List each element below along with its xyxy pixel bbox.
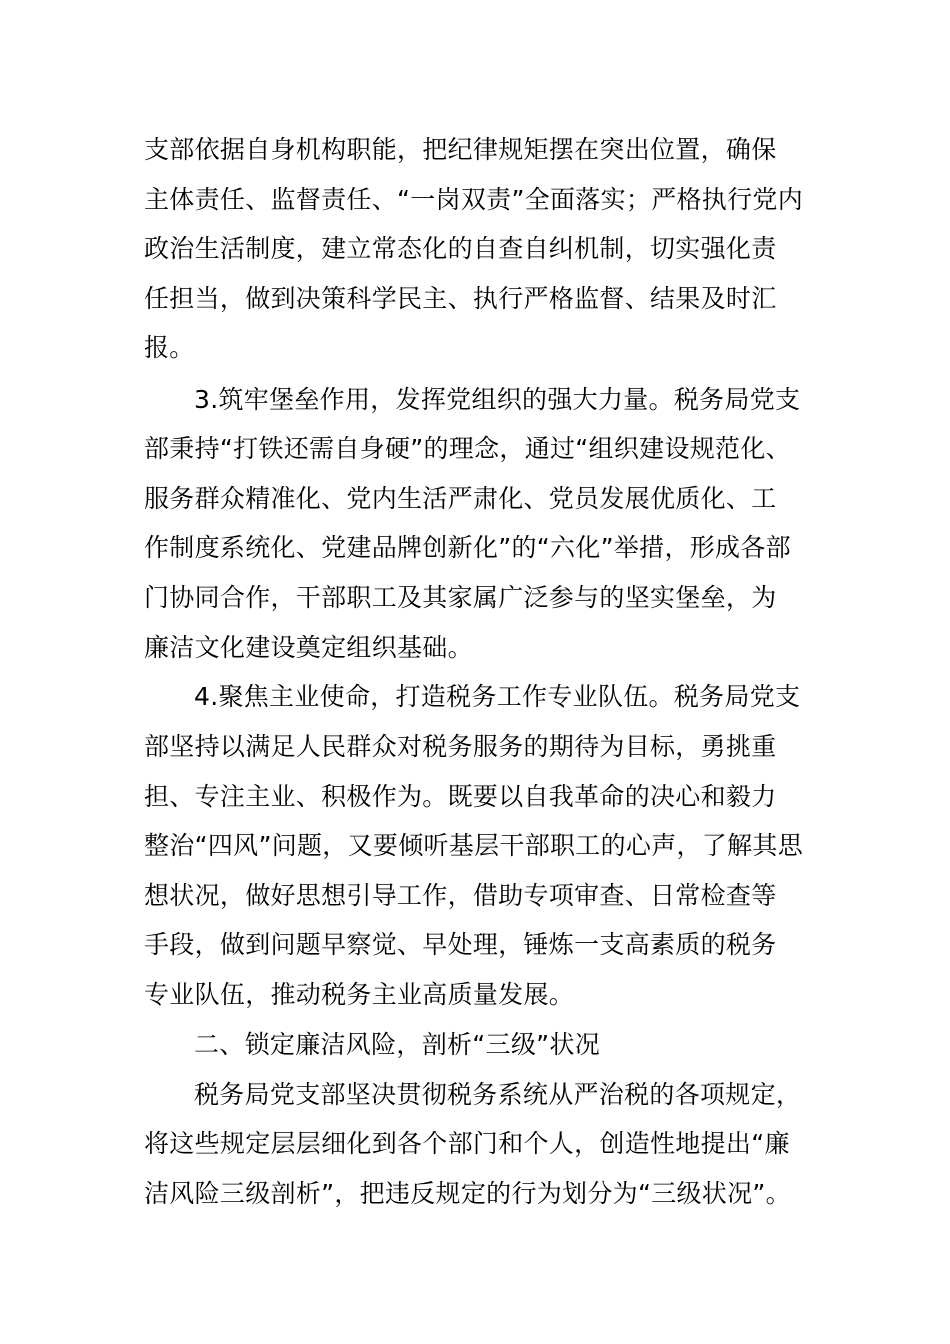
text-line: 洁风险三级剖析”，把违反规定的行为划分为“三级状况”。	[144, 1179, 791, 1208]
text-line: 专业队伍，推动税务主业高质量发展。	[144, 980, 575, 1009]
text-line: 担、专注主业、积极作为。既要以自我革命的决心和毅力	[144, 782, 777, 811]
section-heading: 二、锁定廉洁风险，剖析“三级”状况	[194, 1030, 601, 1059]
text-line: 部坚持以满足人民群众对税务服务的期待为目标，勇挑重	[144, 732, 777, 761]
text-line: 税务局党支部坚决贯彻税务系统从严治税的各项规定，	[194, 1080, 802, 1109]
text-line: 门协同合作，干部职工及其家属广泛参与的坚实堡垒，为	[144, 583, 777, 612]
text-line: 政治生活制度，建立常态化的自查自纠机制，切实强化责	[144, 234, 777, 263]
text-line: 整治“四风”问题，又要倾听基层干部职工的心声，了解其思	[144, 831, 804, 860]
text-line: 部秉持“打铁还需自身硬”的理念，通过“组织建设规范化、	[144, 434, 791, 463]
text-line: 任担当，做到决策科学民主、执行严格监督、结果及时汇	[144, 284, 777, 313]
text-line: 3.筑牢堡垒作用，发挥党组织的强大力量。税务局党支	[194, 385, 801, 414]
text-line: 手段，做到问题早察觉、早处理，锤炼一支高素质的税务	[144, 930, 777, 959]
text-line: 作制度系统化、党建品牌创新化”的“六化”举措，形成各部	[144, 533, 791, 562]
text-line: 报。	[144, 333, 195, 362]
text-line: 廉洁文化建设奠定组织基础。	[144, 633, 473, 662]
text-line: 想状况，做好思想引导工作，借助专项审查、日常检查等	[144, 881, 777, 910]
text-line: 主体责任、监督责任、“一岗双责”全面落实；严格执行党内	[144, 185, 804, 214]
text-line: 将这些规定层层细化到各个部门和个人，创造性地提出“廉	[144, 1129, 790, 1158]
text-line: 服务群众精准化、党内生活严肃化、党员发展优质化、工	[144, 484, 777, 513]
text-line: 支部依据自身机构职能，把纪律规矩摆在突出位置，确保	[144, 135, 777, 164]
text-line: 4.聚焦主业使命，打造税务工作专业队伍。税务局党支	[194, 682, 801, 711]
